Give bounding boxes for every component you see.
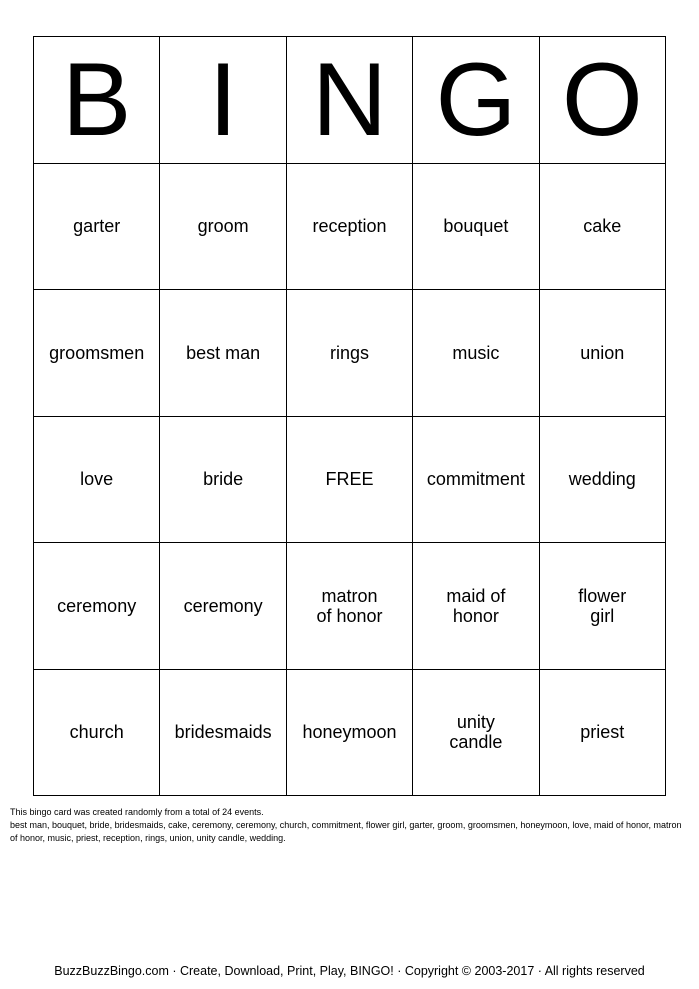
bingo-cell: priest bbox=[540, 670, 666, 797]
bingo-cell: garter bbox=[34, 164, 160, 291]
header-letter-b: B bbox=[34, 37, 160, 164]
bingo-cell: ceremony bbox=[34, 543, 160, 670]
card-note-intro: This bingo card was created randomly from a total of 24 events. bbox=[10, 807, 264, 817]
bingo-cell: reception bbox=[287, 164, 413, 291]
bingo-cell: union bbox=[540, 290, 666, 417]
bingo-card bbox=[33, 36, 666, 796]
bingo-cell: rings bbox=[287, 290, 413, 417]
bingo-cell: maid of honor bbox=[413, 543, 539, 670]
card-note-word-list: best man, bouquet, bride, bridesmaids, cake, ceremony, ceremony, church, commitment, flower girl, garter, groom, groomsmen, honeymoon, love, maid of honor, matron of honor, music, priest, reception, rings, union, unity candle, wedding. bbox=[10, 820, 682, 843]
bingo-cell: matron of honor bbox=[287, 543, 413, 670]
header-letter-g: G bbox=[413, 37, 539, 164]
header-letter-o: O bbox=[540, 37, 666, 164]
bingo-cell: bridesmaids bbox=[160, 670, 286, 797]
bingo-cell: honeymoon bbox=[287, 670, 413, 797]
bingo-cell: ceremony bbox=[160, 543, 286, 670]
bingo-cell: wedding bbox=[540, 417, 666, 544]
bingo-cell: music bbox=[413, 290, 539, 417]
bingo-cell: groom bbox=[160, 164, 286, 291]
bingo-cell: best man bbox=[160, 290, 286, 417]
bingo-cell: bride bbox=[160, 417, 286, 544]
header-letter-n: N bbox=[287, 37, 413, 164]
bingo-cell: cake bbox=[540, 164, 666, 291]
bingo-cell: love bbox=[34, 417, 160, 544]
bingo-cell: commitment bbox=[413, 417, 539, 544]
free-space-cell: FREE bbox=[287, 417, 413, 544]
bingo-cell: bouquet bbox=[413, 164, 539, 291]
header-letter-i: I bbox=[160, 37, 286, 164]
bingo-cell: groomsmen bbox=[34, 290, 160, 417]
card-note bbox=[10, 806, 690, 845]
footer-copyright: BuzzBuzzBingo.com · Create, Download, Print, Play, BINGO! · Copyright © 2003-2017 · All rights reserved bbox=[54, 964, 645, 978]
bingo-cell: unity candle bbox=[413, 670, 539, 797]
bingo-cell: church bbox=[34, 670, 160, 797]
bingo-cell: flower girl bbox=[540, 543, 666, 670]
